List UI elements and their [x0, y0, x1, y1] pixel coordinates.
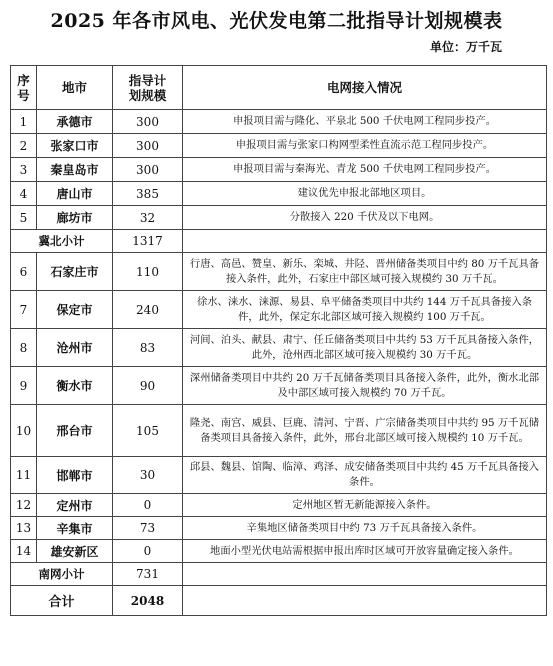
table-row: [11, 291, 547, 329]
total-blank: [183, 586, 547, 616]
row-grid-info: 辛集地区储备类项目中约 73 万千瓦具备接入条件。: [183, 517, 547, 540]
row-grid-info: 隆尧、南宫、威县、巨鹿、清河、宁晋、广宗储备类项目中共约 95 万千瓦储备类项目具备接入条件，此外，邢台北部区域可接入规模约 10 万千瓦。: [183, 405, 547, 457]
row-scale: 105: [113, 405, 183, 457]
row-grid-info: 徐水、涞水、涞源、易县、阜平储备类项目中共约 144 万千瓦具备接入条件，此外，保定东北部区域可接入规模约 100 万千瓦。: [183, 291, 547, 329]
row-city: 雄安新区: [37, 540, 113, 563]
row-no: 8: [11, 329, 37, 367]
total-value: 2048: [113, 586, 183, 616]
row-scale: 240: [113, 291, 183, 329]
subtotal-blank: [183, 230, 547, 253]
table-row: [11, 253, 547, 291]
row-city: 邯郸市: [37, 457, 113, 494]
row-grid-info: 申报项目需与张家口构网型柔性直流示范工程同步投产。: [183, 134, 547, 158]
table-header-row: [11, 66, 547, 110]
row-city: 定州市: [37, 494, 113, 517]
row-no: 3: [11, 158, 37, 182]
row-city: 秦皇岛市: [37, 158, 113, 182]
row-scale: 32: [113, 206, 183, 230]
table-row: [11, 158, 547, 182]
row-no: 2: [11, 134, 37, 158]
header-scale: 指导计划规模: [113, 66, 183, 110]
subtotal-value: 1317: [113, 230, 183, 253]
row-scale: 300: [113, 158, 183, 182]
table-row: [11, 494, 547, 517]
row-scale: 385: [113, 182, 183, 206]
row-grid-info: 河间、泊头、献县、肃宁、任丘储备类项目中共约 53 万千瓦具备接入条件，此外，沧州西北部区域可接入规模约 30 万千瓦。: [183, 329, 547, 367]
subtotal-row-south: [11, 563, 547, 586]
row-city: 石家庄市: [37, 253, 113, 291]
row-scale: 110: [113, 253, 183, 291]
row-no: 9: [11, 367, 37, 405]
row-scale: 300: [113, 110, 183, 134]
row-no: 7: [11, 291, 37, 329]
row-city: 邢台市: [37, 405, 113, 457]
table-row: [11, 367, 547, 405]
table-row: [11, 182, 547, 206]
subtotal-label: 冀北小计: [11, 230, 113, 253]
plan-table: [10, 65, 547, 616]
row-city: 唐山市: [37, 182, 113, 206]
row-grid-info: 邱县、魏县、馆陶、临漳、鸡泽、成安储备类项目中共约 45 万千瓦具备接入条件。: [183, 457, 547, 494]
row-no: 14: [11, 540, 37, 563]
table-row: [11, 110, 547, 134]
row-no: 11: [11, 457, 37, 494]
row-city: 沧州市: [37, 329, 113, 367]
table-row: [11, 405, 547, 457]
row-no: 4: [11, 182, 37, 206]
header-grid: 电网接入情况: [183, 66, 547, 110]
row-scale: 90: [113, 367, 183, 405]
row-no: 6: [11, 253, 37, 291]
row-no: 10: [11, 405, 37, 457]
table-row: [11, 134, 547, 158]
row-scale: 0: [113, 494, 183, 517]
row-scale: 30: [113, 457, 183, 494]
row-city: 衡水市: [37, 367, 113, 405]
table-row: [11, 540, 547, 563]
row-grid-info: 申报项目需与隆化、平泉北 500 千伏电网工程同步投产。: [183, 110, 547, 134]
row-city: 保定市: [37, 291, 113, 329]
header-no: 序号: [11, 66, 37, 110]
row-no: 12: [11, 494, 37, 517]
row-grid-info: 建议优先申报北部地区项目。: [183, 182, 547, 206]
unit-label: 单位：万千瓦: [430, 40, 503, 54]
subtotal-value: 731: [113, 563, 183, 586]
row-grid-info: 深州储备类项目中共约 20 万千瓦储备类项目具备接入条件，此外，衡水北部及中部区域可接入规模约 70 万千瓦。: [183, 367, 547, 405]
page-title: 2025 年各市风电、光伏发电第二批指导计划规模表: [50, 10, 503, 32]
subtotal-label: 南网小计: [11, 563, 113, 586]
subtotal-row-north: [11, 230, 547, 253]
row-scale: 73: [113, 517, 183, 540]
table-row: [11, 517, 547, 540]
row-no: 13: [11, 517, 37, 540]
row-grid-info: 分散接入 220 千伏及以下电网。: [183, 206, 547, 230]
row-scale: 0: [113, 540, 183, 563]
row-city: 承德市: [37, 110, 113, 134]
row-no: 5: [11, 206, 37, 230]
header-city: 地市: [37, 66, 113, 110]
total-label: 合计: [11, 586, 113, 616]
row-grid-info: 申报项目需与秦海光、青龙 500 千伏电网工程同步投产。: [183, 158, 547, 182]
subtotal-blank: [183, 563, 547, 586]
row-city: 辛集市: [37, 517, 113, 540]
total-row: [11, 586, 547, 616]
row-scale: 83: [113, 329, 183, 367]
row-grid-info: 行唐、高邑、赞皇、新乐、栾城、井陉、晋州储备类项目中约 80 万千瓦具备接入条件，此外，石家庄中部区域可接入规模约 30 万千瓦。: [183, 253, 547, 291]
row-grid-info: 定州地区暂无新能源接入条件。: [183, 494, 547, 517]
row-grid-info: 地面小型光伏电站需根据申报出库时区域可开放容量确定接入条件。: [183, 540, 547, 563]
row-no: 1: [11, 110, 37, 134]
table-row: [11, 457, 547, 494]
row-city: 张家口市: [37, 134, 113, 158]
table-row: [11, 206, 547, 230]
row-city: 廊坊市: [37, 206, 113, 230]
table-row: [11, 329, 547, 367]
row-scale: 300: [113, 134, 183, 158]
